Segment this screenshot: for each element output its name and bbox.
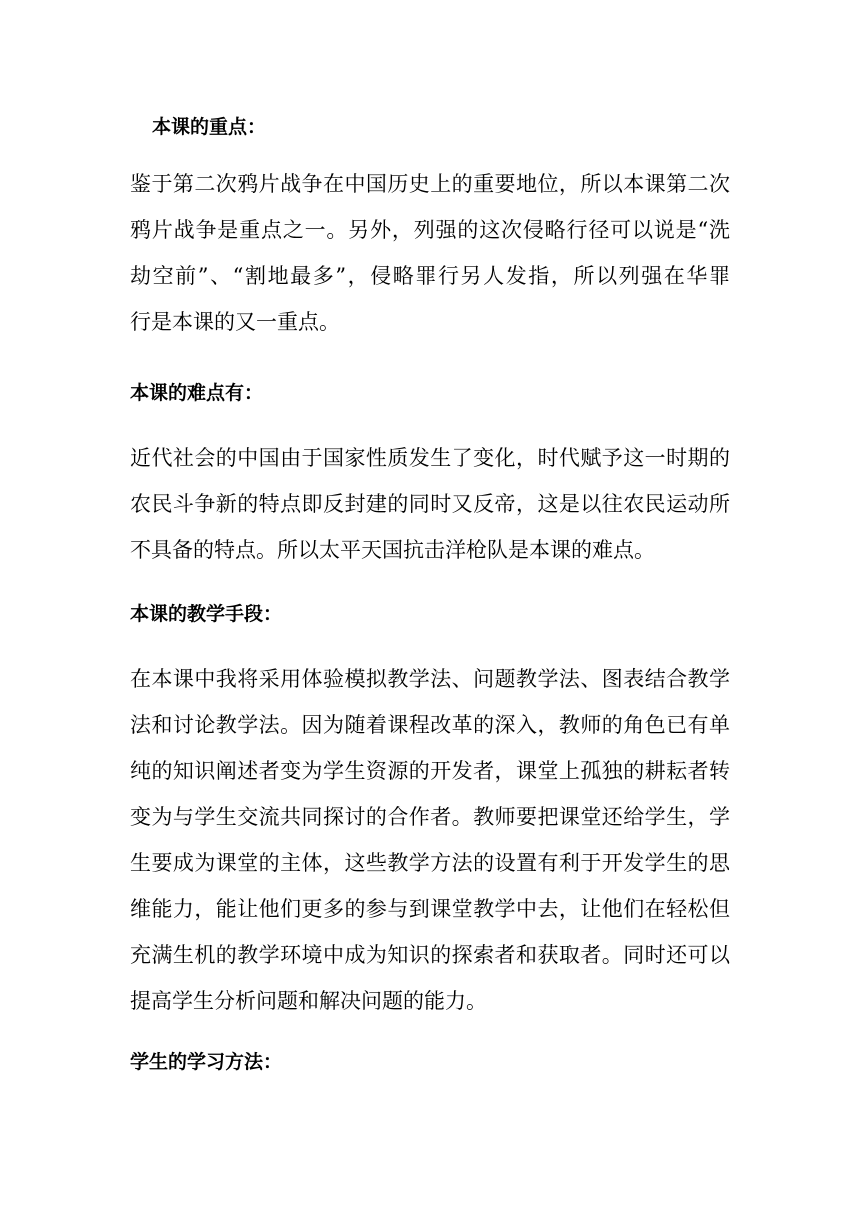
paragraph-line: 劫空前”、“割地最多”，侵略罪行另人发指，所以列强在华罪 (130, 264, 730, 288)
paragraph-difficult-points (130, 435, 730, 573)
paragraph-line: 纯的知识阐述者变为学生资源的开发者，课堂上孤独的耕耘者转 (130, 759, 730, 783)
paragraph-line: 变为与学生交流共同探讨的合作者。教师要把课堂还给学生，学 (130, 805, 730, 829)
paragraph-teaching-methods (130, 656, 730, 1024)
heading-key-points: 本课的重点： (152, 116, 267, 138)
heading-difficult-points: 本课的难点有： (130, 382, 264, 404)
paragraph-key-points (130, 161, 730, 345)
paragraph-line: 农民斗争新的特点即反封建的同时又反帝，这是以往农民运动所 (130, 492, 730, 516)
paragraph-line: 在本课中我将采用体验模拟教学法、问题教学法、图表结合教学 (130, 667, 730, 691)
paragraph-line: 近代社会的中国由于国家性质发生了变化，时代赋予这一时期的 (130, 446, 730, 470)
paragraph-line: 法和讨论教学法。因为随着课程改革的深入，教师的角色已有单 (130, 713, 730, 737)
paragraph-line: 提高学生分析问题和解决问题的能力。 (130, 989, 487, 1013)
paragraph-line: 维能力，能让他们更多的参与到课堂教学中去，让他们在轻松但 (130, 897, 730, 921)
paragraph-line: 鸦片战争是重点之一。另外，列强的这次侵略行径可以说是“洗 (130, 218, 730, 242)
paragraph-line: 鉴于第二次鸦片战争在中国历史上的重要地位，所以本课第二次 (130, 172, 730, 196)
heading-teaching-methods: 本课的教学手段： (130, 603, 283, 625)
paragraph-line: 不具备的特点。所以太平天国抗击洋枪队是本课的难点。 (130, 538, 655, 562)
paragraph-line: 充满生机的教学环境中成为知识的探索者和获取者。同时还可以 (130, 943, 730, 967)
paragraph-line: 生要成为课堂的主体，这些教学方法的设置有利于开发学生的思 (130, 851, 730, 875)
paragraph-line: 行是本课的又一重点。 (130, 310, 340, 334)
heading-learning-methods: 学生的学习方法： (130, 1051, 283, 1073)
